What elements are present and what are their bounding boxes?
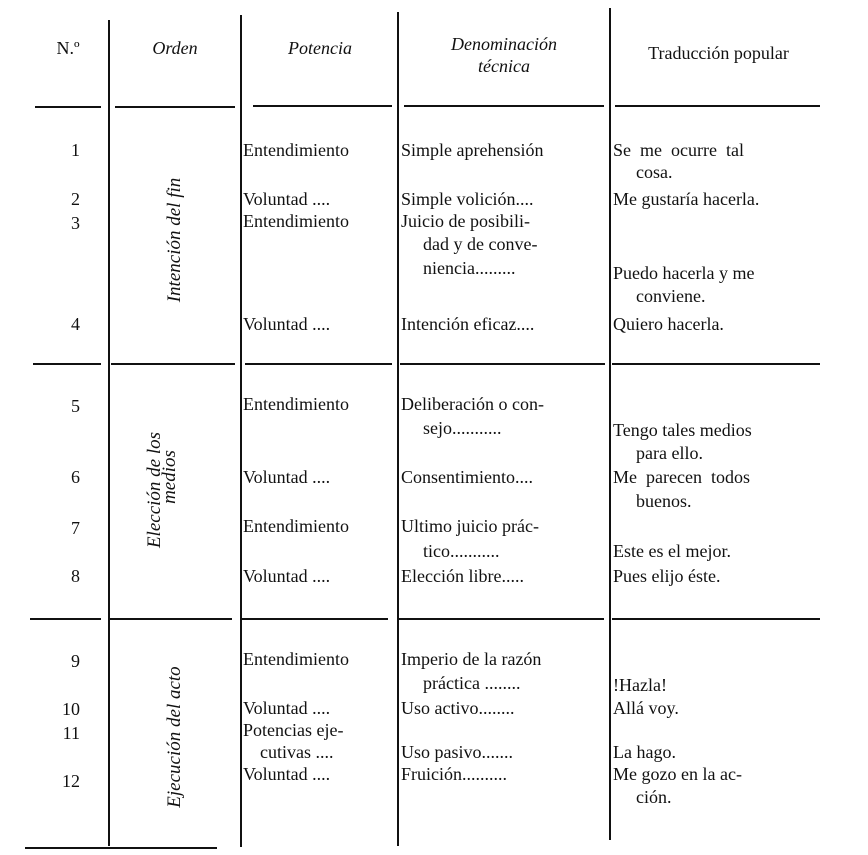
header-orden: Orden	[152, 38, 198, 58]
potencia-cell: Entendimiento	[243, 516, 349, 536]
section-label-eleccion-2: medios	[159, 450, 180, 504]
traduccion-cell: Pues elijo éste.	[613, 566, 721, 586]
traduccion-cell: Allá voy.	[613, 698, 679, 718]
bottom-rule	[25, 847, 217, 849]
traduccion-cell: Quiero hacerla.	[613, 314, 724, 334]
denominacion-cell: niencia.........	[423, 258, 516, 278]
potencia-cell: Entendimiento	[243, 140, 349, 160]
traduccion-cell: buenos.	[636, 491, 692, 511]
row-number: 5	[71, 396, 80, 416]
denominacion-cell: Simple volición....	[401, 189, 534, 209]
denominacion-cell: Uso activo........	[401, 698, 515, 718]
traduccion-cell: Se me ocurre tal	[613, 140, 744, 160]
column-divider	[240, 15, 242, 847]
header-num: N.º	[56, 38, 80, 58]
potencia-cell: Voluntad ....	[243, 764, 331, 784]
row-number: 8	[71, 566, 80, 586]
traduccion-cell: !Hazla!	[613, 675, 667, 695]
denominacion-cell: Fruición..........	[401, 764, 507, 784]
row-number: 4	[71, 314, 80, 334]
denominacion-cell: Uso pasivo.......	[401, 742, 513, 762]
potencia-cell: Entendimiento	[243, 394, 349, 414]
row-number: 6	[71, 467, 80, 487]
potencia-cell: Voluntad ....	[243, 467, 331, 487]
potencia-cell: Voluntad ....	[243, 314, 331, 334]
denominacion-cell: Elección libre.....	[401, 566, 524, 586]
row-number: 11	[62, 723, 80, 743]
header-denominacion-2: técnica	[478, 56, 530, 76]
traduccion-cell: ción.	[636, 787, 672, 807]
denominacion-cell: dad y de conve-	[423, 234, 538, 254]
section-label-eleccion-1: Elección de los	[144, 431, 165, 549]
row-number: 3	[71, 213, 80, 233]
denominacion-cell: Juicio de posibili-	[401, 211, 530, 231]
potencia-cell: Voluntad ....	[243, 566, 331, 586]
potencia-cell: cutivas ....	[260, 742, 334, 762]
denominacion-cell: Simple aprehensión	[401, 140, 544, 160]
section-rule	[612, 618, 820, 620]
denominacion-cell: Imperio de la razón	[401, 649, 542, 669]
row-number: 2	[71, 189, 80, 209]
potencia-cell: Entendimiento	[243, 211, 349, 231]
traduccion-cell: Me gozo en la ac-	[613, 764, 742, 784]
traduccion-cell: conviene.	[636, 286, 706, 306]
column-divider	[609, 8, 611, 840]
potencia-cell: Potencias eje-	[243, 720, 344, 740]
header-denominacion-1: Denominación	[451, 34, 557, 54]
section-rule	[110, 618, 232, 620]
header-rule	[404, 105, 604, 107]
row-number: 7	[71, 518, 80, 538]
header-traduccion: Traducción popular	[648, 43, 789, 63]
section-rule	[33, 363, 101, 365]
header-rule	[253, 105, 392, 107]
header-rule	[35, 106, 101, 108]
section-label-intencion: Intención del fin	[164, 177, 185, 303]
row-number: 1	[71, 140, 80, 160]
section-rule	[400, 363, 605, 365]
denominacion-cell: Deliberación o con-	[401, 394, 544, 414]
header-rule	[615, 105, 820, 107]
header-potencia: Potencia	[288, 38, 352, 58]
column-divider	[108, 20, 110, 846]
header-rule	[115, 106, 235, 108]
potencia-cell: Voluntad ....	[243, 698, 331, 718]
denominacion-cell: Ultimo juicio prác-	[401, 516, 539, 536]
section-rule	[399, 618, 604, 620]
denominacion-cell: sejo...........	[423, 418, 502, 438]
denominacion-cell: tico...........	[423, 541, 500, 561]
traduccion-cell: para ello.	[636, 443, 703, 463]
section-label-ejecucion: Ejecución del acto	[164, 666, 185, 808]
traduccion-cell: Me parecen todos	[613, 467, 750, 487]
traduccion-cell: Tengo tales medios	[613, 420, 752, 440]
section-rule	[111, 363, 235, 365]
traduccion-cell: Este es el mejor.	[613, 541, 731, 561]
section-rule	[612, 363, 820, 365]
row-number: 10	[62, 699, 80, 719]
row-number: 9	[71, 651, 80, 671]
traduccion-cell: Puedo hacerla y me	[613, 263, 755, 283]
row-number: 12	[62, 771, 80, 791]
potencia-cell: Entendimiento	[243, 649, 349, 669]
potencia-cell: Voluntad ....	[243, 189, 331, 209]
denominacion-cell: práctica ........	[423, 673, 521, 693]
section-rule	[30, 618, 101, 620]
traduccion-cell: La hago.	[613, 742, 676, 762]
section-rule	[245, 363, 392, 365]
section-rule	[240, 618, 388, 620]
traduccion-cell: Me gustaría hacerla.	[613, 189, 760, 209]
denominacion-cell: Intención eficaz....	[401, 314, 535, 334]
denominacion-cell: Consentimiento....	[401, 467, 533, 487]
column-divider	[397, 12, 399, 846]
traduccion-cell: cosa.	[636, 162, 673, 182]
